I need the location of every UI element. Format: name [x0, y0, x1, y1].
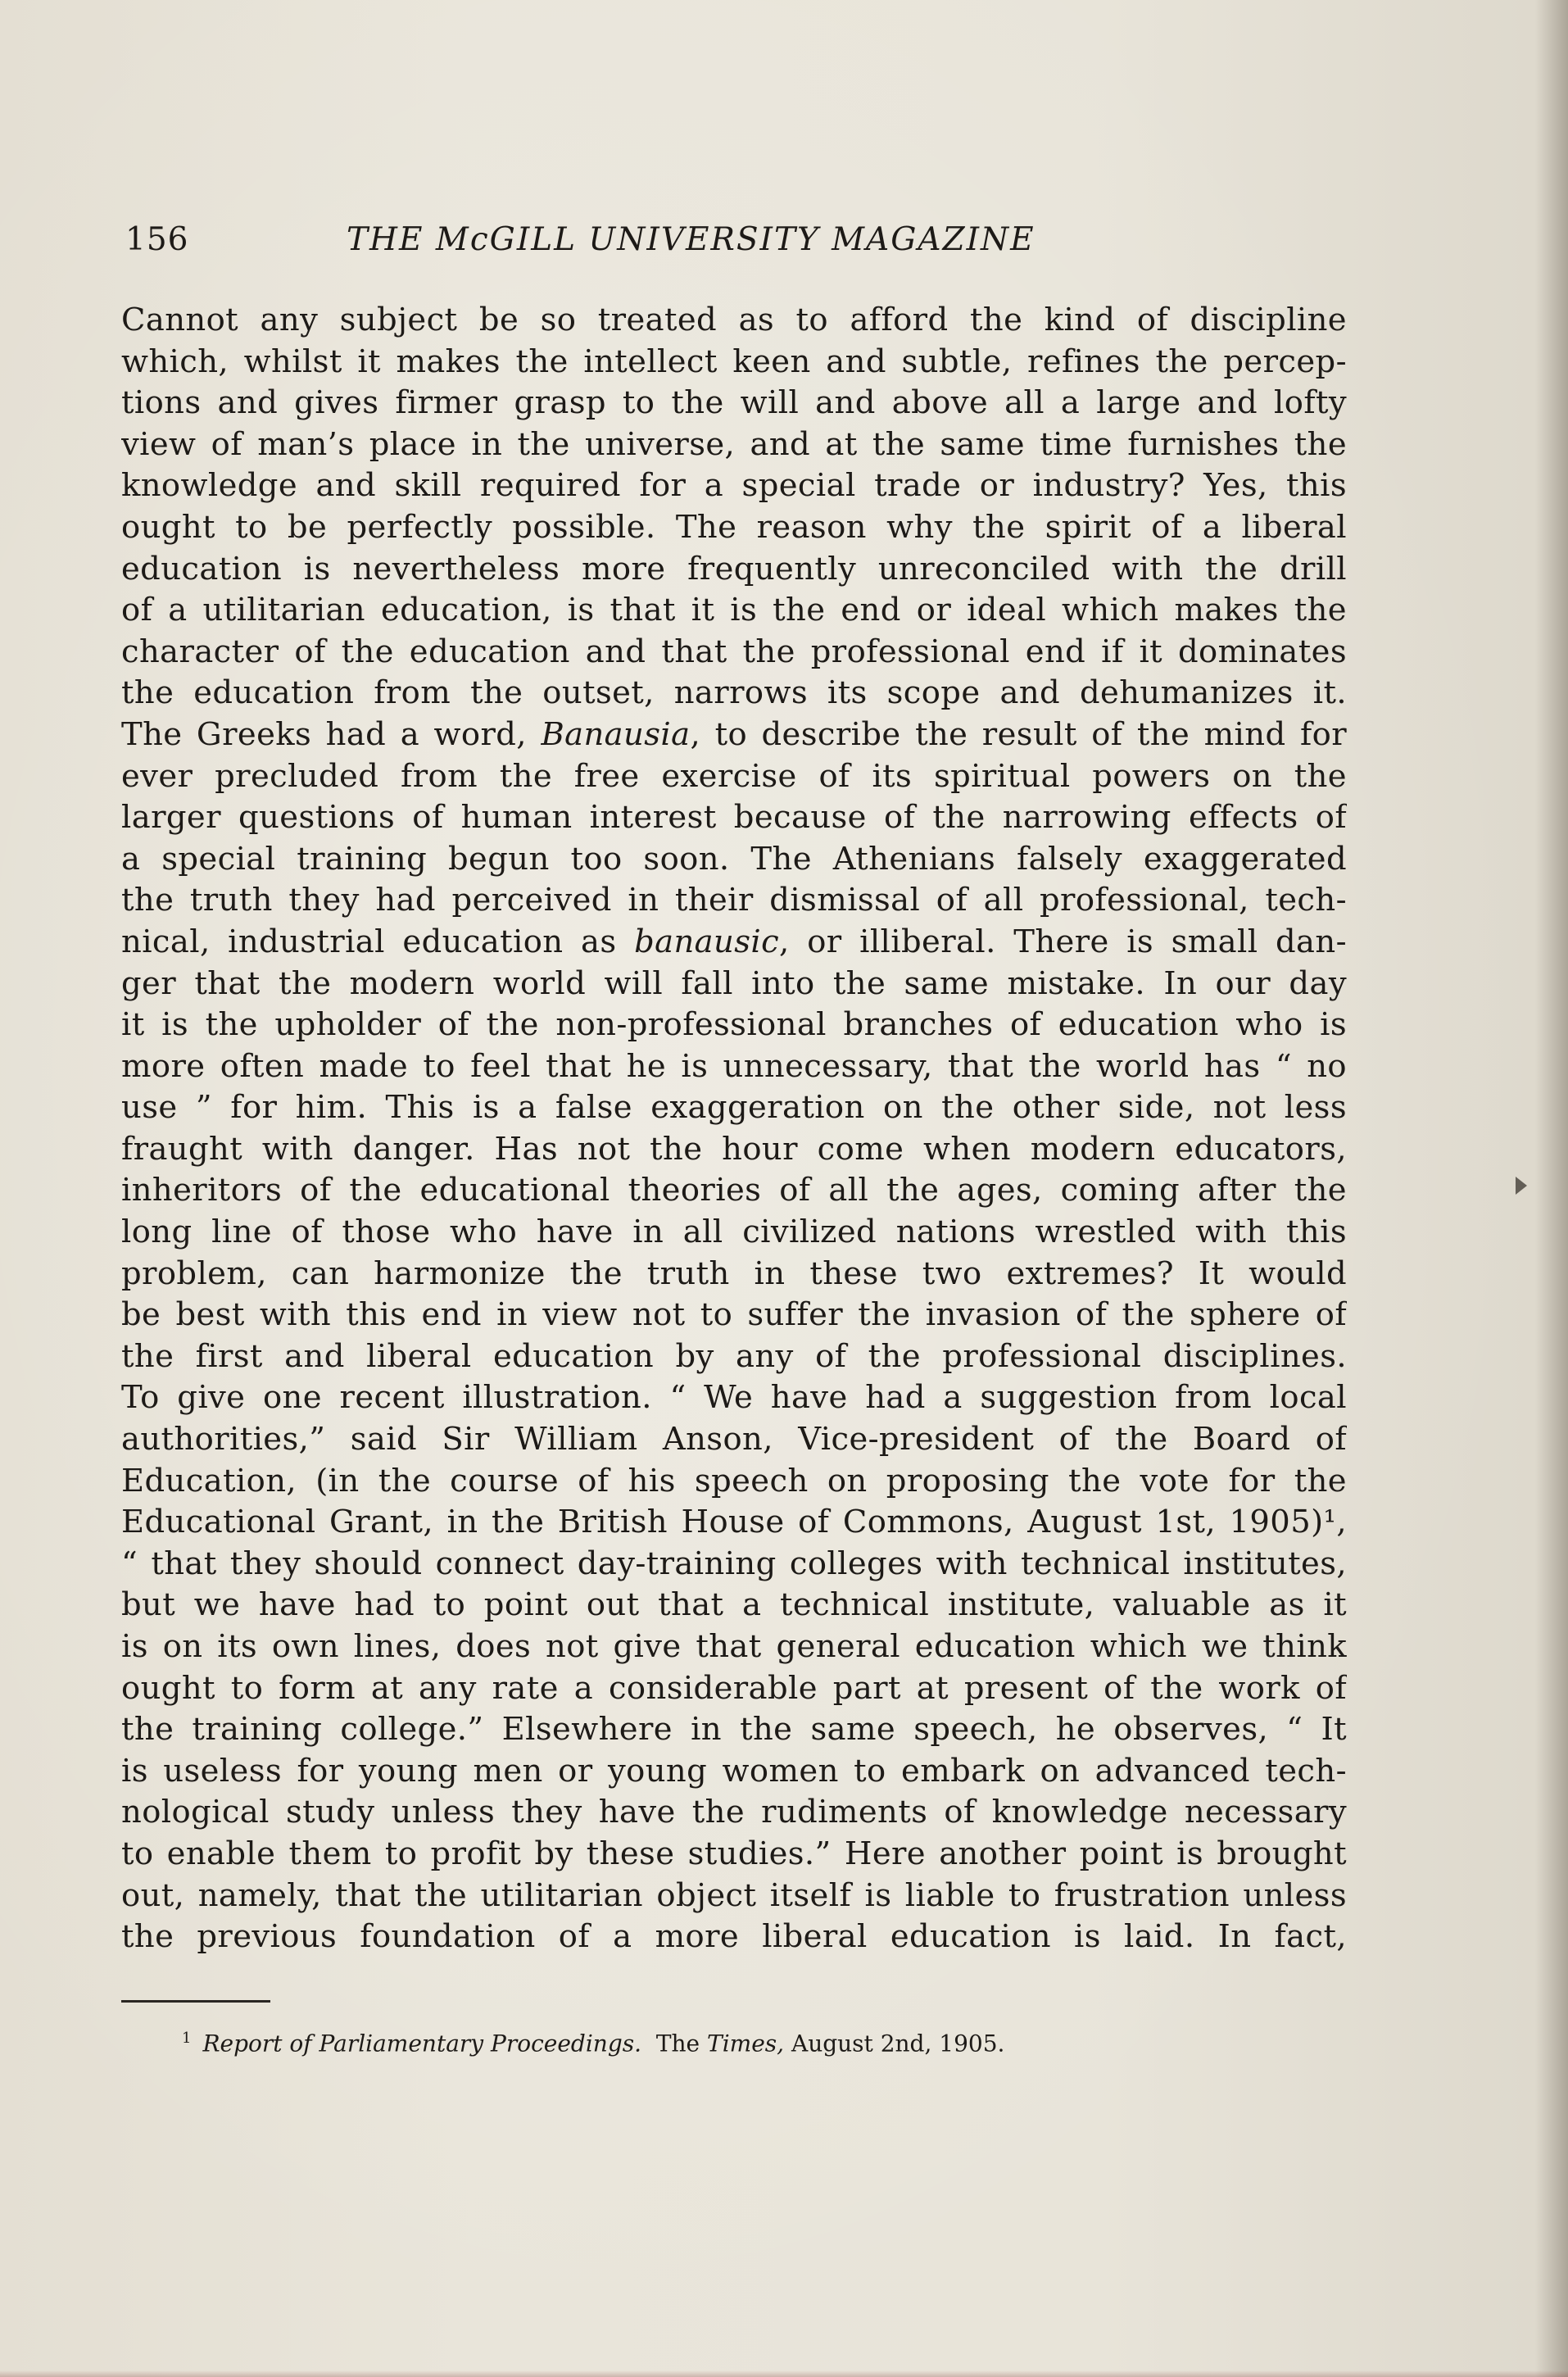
page-number: 156 [125, 221, 189, 258]
body-line: the education from the outset, narrows its scope and dehumanizes it. [121, 674, 1347, 712]
body-line: is on its own lines, does not give that general education which we think [121, 1628, 1347, 1665]
body-text [121, 300, 1347, 1958]
body-line: ought to form at any rate a considerable part at present of the work of [121, 1669, 1347, 1707]
body-line: but we have had to point out that a technical institute, valuable as it [121, 1586, 1347, 1624]
footnote-date: August 2nd, 1905. [791, 2030, 1005, 2057]
body-line: fraught with danger. Has not the hour come when modern educators, [121, 1130, 1347, 1168]
body-line: the first and liberal education by any of the professional disciplines. [121, 1337, 1347, 1375]
body-line: ever precluded from the free exercise of its spiritual powers on the [121, 757, 1347, 795]
body-line: is useless for young men or young women to embark on advanced tech- [121, 1752, 1347, 1790]
body-line: view of man’s place in the universe, and at the same time furnishes the [121, 425, 1347, 463]
footnote-paper: Times, [707, 2030, 785, 2057]
body-line: ought to be perfectly possible. The reason why the spirit of a liberal [121, 508, 1347, 546]
body-line: character of the education and that the professional end if it dominates [121, 633, 1347, 670]
body-line: the truth they had perceived in their dismissal of all professional, tech- [121, 882, 1347, 919]
journal-title: THE McGILL UNIVERSITY MAGAZINE [347, 221, 1036, 258]
body-line: more often made to feel that he is unnecessary, that the world has “ no [121, 1047, 1347, 1085]
body-line: Educational Grant, in the British House of Commons, August 1st, 1905)¹, [121, 1504, 1347, 1541]
body-line: “ that they should connect day-training colleges with technical institutes, [121, 1545, 1347, 1582]
body-line: which, whilst it makes the intellect keen and subtle, refines the percep- [121, 342, 1347, 380]
body-line: tions and gives firmer grasp to the will and above all a large and lofty [121, 384, 1347, 422]
body-line: To give one recent illustration. “ We have had a suggestion from local [121, 1379, 1347, 1417]
body-line: ger that the modern world will fall into the same mistake. In our day [121, 964, 1347, 1002]
body-line: inheritors of the educational theories of all the ages, coming after the [121, 1172, 1347, 1209]
body-line: authorities,” said Sir William Anson, Vice-president of the Board of [121, 1421, 1347, 1458]
footnote-the: The [655, 2030, 700, 2057]
body-line: be best with this end in view not to suffer the invasion of the sphere of [121, 1296, 1347, 1334]
running-head [125, 220, 1354, 261]
body-line: nical, industrial education as banausic, or illiberal. There is small dan- [121, 923, 1347, 960]
page-bottom-edge [0, 2370, 1568, 2377]
body-line: Cannot any subject be so treated as to afford the kind of discipline [121, 302, 1347, 338]
body-line: it is the upholder of the non-professional branches of education who is [121, 1006, 1347, 1044]
body-line: long line of those who have in all civilized nations wrestled with this [121, 1213, 1347, 1251]
body-line: problem, can harmonize the truth in these two extremes? It would [121, 1254, 1347, 1292]
body-line: Education, (in the course of his speech on proposing the vote for the [121, 1462, 1347, 1499]
footnote [182, 2024, 1004, 2058]
body-line: larger questions of human interest because of the narrowing effects of [121, 799, 1347, 837]
body-line: The Greeks had a word, Banausia, to describe the result of the mind for [121, 715, 1347, 753]
body-line: of a utilitarian education, is that it is the end or ideal which makes the [121, 592, 1347, 629]
margin-arrow-mark [1516, 1177, 1527, 1195]
footnote-rule [121, 2000, 270, 2003]
body-line: the training college.” Elsewhere in the same speech, he observes, “ It [121, 1711, 1347, 1749]
body-line: nological study unless they have the rudiments of knowledge necessary [121, 1794, 1347, 1831]
body-line: out, namely, that the utilitarian object itself is liable to frustration unless [121, 1876, 1347, 1914]
body-line: education is nevertheless more frequently unreconciled with the drill [121, 550, 1347, 587]
body-line: a special training begun too soon. The Athenians falsely exaggerated [121, 840, 1347, 878]
spine-shadow [1535, 0, 1568, 2377]
body-line: the previous foundation of a more liberal education is laid. In fact, [121, 1918, 1347, 1956]
body-line: use ” for him. This is a false exaggeration on the other side, not less [121, 1089, 1347, 1127]
footnote-marker: 1 [182, 2030, 192, 2047]
footnote-source: Report of Parliamentary Proceedings. [202, 2030, 642, 2057]
body-line: to enable them to profit by these studies.” Here another point is brought [121, 1835, 1347, 1872]
body-line: knowledge and skill required for a special trade or industry? Yes, this [121, 467, 1347, 505]
